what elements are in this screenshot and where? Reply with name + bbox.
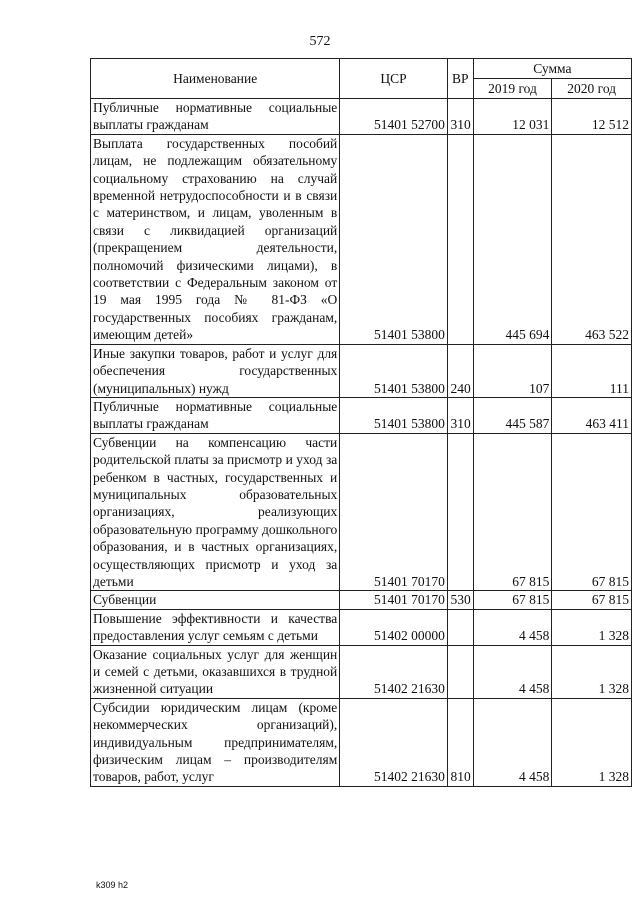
row-2019: 67 815 [473, 591, 552, 609]
row-2020: 1 328 [552, 609, 632, 645]
header-2019: 2019 год [473, 79, 552, 99]
row-2019: 107 [473, 344, 552, 397]
row-2019: 12 031 [473, 99, 552, 135]
row-vr: 310 [447, 99, 473, 135]
table-body [91, 99, 632, 787]
row-csr: 51401 52700 [340, 99, 448, 135]
row-name: Публичные нормативные социальные выплаты гражданам [91, 397, 340, 433]
header-vr: ВР [447, 59, 473, 99]
page-number: 572 [309, 34, 331, 49]
row-vr: 810 [447, 698, 473, 786]
row-2020: 12 512 [552, 99, 632, 135]
row-csr: 51401 70170 [340, 433, 448, 591]
row-vr: 240 [447, 344, 473, 397]
row-vr: 310 [447, 397, 473, 433]
row-csr: 51401 53800 [340, 134, 448, 344]
row-vr: 530 [447, 591, 473, 609]
row-name: Субвенции на компенсацию части родительской платы за присмотр и уход за ребенком в частных, государственных и муниципальных образовательных организациях, реализующих образовательную программу дошкольного образования, и в частных организациях, осуществляющих присмотр и уход за детьми [91, 433, 340, 591]
row-2019: 4 458 [473, 645, 552, 698]
header-sum: Сумма [473, 59, 631, 79]
row-name: Субсидии юридическим лицам (кроме некоммерческих организаций), индивидуальным предпринимателям, физическим лицам – производителям товаров, работ, услуг [91, 698, 340, 786]
row-name: Оказание социальных услуг для женщин и семей с детьми, оказавшихся в трудной жизненной ситуации [91, 645, 340, 698]
row-2020: 111 [552, 344, 632, 397]
row-2019: 445 587 [473, 397, 552, 433]
row-csr: 51402 21630 [340, 698, 448, 786]
row-2020: 67 815 [552, 433, 632, 591]
header-name: Наименование [91, 59, 340, 99]
row-vr [447, 433, 473, 591]
table-row [91, 99, 632, 135]
row-csr: 51401 70170 [340, 591, 448, 609]
row-2020: 67 815 [552, 591, 632, 609]
table-row [91, 698, 632, 786]
table-row [91, 433, 632, 591]
row-2020: 1 328 [552, 645, 632, 698]
row-name: Иные закупки товаров, работ и услуг для обеспечения государственных (муниципальных) нужд [91, 344, 340, 397]
row-2019: 67 815 [473, 433, 552, 591]
row-name: Публичные нормативные социальные выплаты гражданам [91, 99, 340, 135]
table-row [91, 609, 632, 645]
row-2019: 4 458 [473, 609, 552, 645]
header-csr: ЦСР [340, 59, 448, 99]
row-2019: 445 694 [473, 134, 552, 344]
footer-code: k309 h2 [96, 880, 129, 890]
row-csr: 51401 53800 [340, 397, 448, 433]
table-row [91, 645, 632, 698]
row-csr: 51402 00000 [340, 609, 448, 645]
row-2019: 4 458 [473, 698, 552, 786]
row-name: Повышение эффективности и качества предоставления услуг семьям с детьми [91, 609, 340, 645]
row-2020: 463 411 [552, 397, 632, 433]
row-name: Субвенции [91, 591, 340, 609]
header-2020: 2020 год [552, 79, 632, 99]
table-row [91, 134, 632, 344]
row-vr [447, 645, 473, 698]
budget-table [90, 58, 632, 787]
row-vr [447, 134, 473, 344]
row-name: Выплата государственных пособий лицам, не подлежащим обязательному социальному страхованию на случай временной нетрудоспособности и в связи с материнством, и лицам, уволенным в связи с ликвидацией организаций (прекращением деятельности, полномочий физическими лицами), в соответствии с Федеральным законом от 19 мая 1995 года № 81-ФЗ «О государственных пособиях гражданам, имеющим детей» [91, 134, 340, 344]
row-2020: 463 522 [552, 134, 632, 344]
table-row [91, 397, 632, 433]
row-2020: 1 328 [552, 698, 632, 786]
table-row [91, 591, 632, 609]
row-csr: 51401 53800 [340, 344, 448, 397]
row-vr [447, 609, 473, 645]
row-csr: 51402 21630 [340, 645, 448, 698]
table-row [91, 344, 632, 397]
